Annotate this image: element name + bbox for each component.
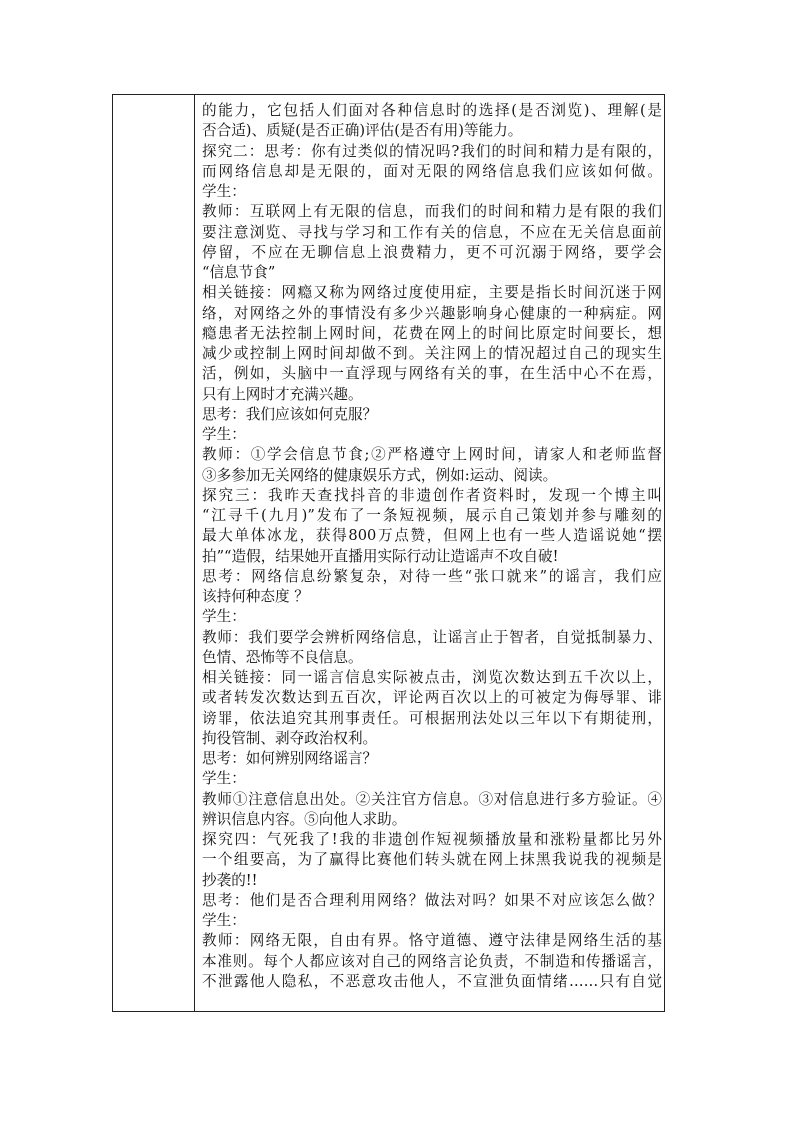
text-line: 只有上网时才充满兴趣。 [202,385,363,403]
text-line: 一个组要高，为了赢得比赛他们转头就在网上抹黑我说我的视频是 [202,851,662,869]
text-line: 络，对网络之外的事情没有多少兴趣影响身心健康的一种病症。网 [202,304,662,322]
text-line: 该持何种态度 ？ [202,588,309,605]
text-line: 要注意浏览、寻找与学习和工作有关的信息，不应在无关信息面前 [202,223,662,241]
text-line: 学生： [202,770,246,788]
lesson-table [112,94,665,1012]
text-line: “信息节食” [202,264,276,281]
text-line: 教师：网络无限，自由有界。恪守道德、遵守法律是网络生活的基 [202,932,662,950]
text-line: 谤罪，依法追究其刑事责任。可根据刑法处以三年以下有期徒刑， [202,709,662,727]
text-line: 思考：如何辨别网络谣言？ [202,750,378,767]
text-line: 学生： [202,183,246,200]
text-line: 教师①注意信息出处。②关注官方信息。③对信息进行多方验证。④ [202,790,662,808]
text-line: 减少或控制上网时间却做不到。关注网上的情况超过自己的现实生 [202,345,662,362]
text-line: 学生： [202,912,246,929]
text-line: 停留，不应在无聊信息上浪费精力，更不可沉溺于网络，要学会 [202,243,662,261]
text-line: 拍”“造假，结果她开直播用实际行动让造谣声不攻自破! [202,547,559,565]
text-line: 或者转发次数达到五百次，评论两百次以上的可被定为侮辱罪、诽 [202,689,662,707]
text-line: 瘾患者无法控制上网时间，花费在网上的时间比原定时间要长，想 [202,324,662,342]
text-line: 思考：网络信息纷繁复杂，对待一些“张口就来”的谣言，我们应 [202,567,662,585]
text-line: 不泄露他人隐私，不恶意攻击他人，不宣泄负面情绪……只有自觉 [202,972,662,990]
text-line: 拘役管制、剥夺政治权利。 [202,729,378,747]
text-line: 辨识信息内容。⑤向他人求助。 [202,810,407,828]
text-line: 教师：我们要学会辨析网络信息，让谣言止于智者，自觉抵制暴力、 [202,628,662,646]
text-line: ③多参加无关网络的健康娱乐方式，例如:运动、阅读。 [202,466,558,484]
text-line: 的能力，它包括人们面对各种信息时的选择(是否浏览)、理解(是 [202,102,662,119]
text-line: 活，例如，头脑中一直浮现与网络有关的事，在生活中心不在焉， [202,365,662,383]
text-line: 本准则。每个人都应该对自己的网络言论负责，不制造和传播谣言， [202,952,662,970]
content-cell [202,101,662,992]
text-line: 而网络信息却是无限的，面对无限的网络信息我们应该如何做。 [202,162,662,180]
text-line: 探究二：思考：你有过类似的情况吗?我们的时间和精力是有限的， [202,142,662,160]
text-line: 探究四：气死我了!我的非遗创作短视频播放量和涨粉量都比另外 [202,831,662,848]
text-line: 学生： [202,608,246,626]
text-line: 思考：我们应该如何克服？ [202,405,378,423]
text-line: 否合适)、质疑(是否正确)评估(是否有用)等能力。 [202,122,523,140]
text-line: 相关链接：网瘾又称为网络过度使用症，主要是指长时间沉迷于网 [202,284,662,302]
text-line: 教师：互联网上有无限的信息，而我们的时间和精力是有限的我们 [202,203,662,221]
column-divider [194,95,195,1011]
text-line: 探究三：我昨天查找抖音的非遗创作者资料时，发现一个博主叫 [202,486,662,504]
text-line: 抄袭的!! [202,871,258,889]
text-line: 色情、恐怖等不良信息。 [202,648,363,666]
text-line: 教师：①学会信息节食;②严格遵守上网时间，请家人和老师监督 [202,446,662,464]
text-line: 相关链接：同一谣言信息实际被点击，浏览次数达到五千次以上， [202,669,662,686]
text-line: 最大单体冰龙，获得800万点赞，但网上也有一些人造谣说她“摆 [202,527,662,545]
text-line: “江寻千(九月)”发布了一条短视频，展示自己策划并参与雕刻的 [202,507,662,524]
text-line: 思考：他们是否合理利用网络？做法对吗？如果不对应该怎么做？ [202,891,662,909]
text-line: 学生： [202,426,246,443]
